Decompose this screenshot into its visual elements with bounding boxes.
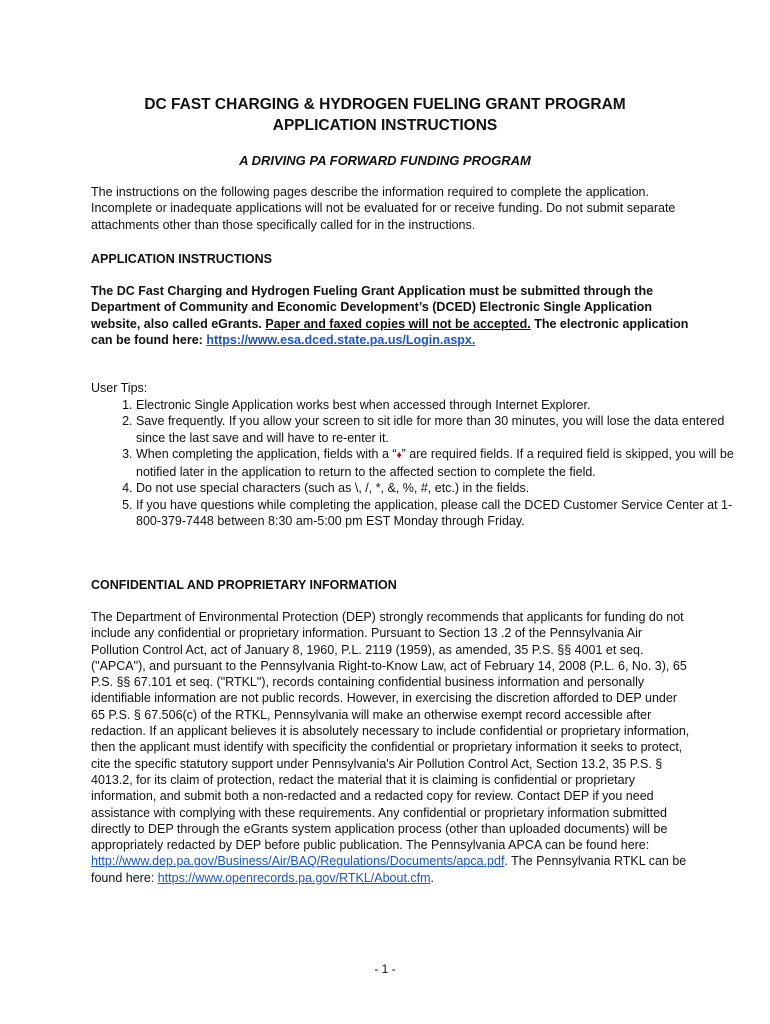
user-tips-list [91, 397, 736, 529]
submission-paragraph [91, 283, 691, 348]
rtkl-intro-text: . The Pennsylvania RTKL can be found here: [91, 854, 687, 885]
application-instructions-heading: APPLICATION INSTRUCTIONS [91, 252, 273, 266]
tip-3-text-end: ” are required fields. If a required field is skipped, you will be notified later in the application to return to the affected section to complete the field. [136, 446, 734, 480]
intro-paragraph: The instructions on the following pages describe the information required to complete the application. Incomplete or inadequate applications will not be evaluated for or receive funding. Do not submit separate attachments other than those specifically called for in the instructions. [91, 185, 676, 232]
list-item: 2. Save frequently. If you allow your screen to sit idle for more than 30 minutes, you will lose the data entered since the last save and will have to re-enter it. [136, 413, 736, 446]
list-item: 5. If you have questions while completing the application, please call the DCED Customer Service Center at 1-800-379-7448 between 8:30 am-5:00 pm EST Monday through Friday. [136, 497, 736, 530]
confidential-paragraph [91, 609, 691, 886]
no-paper-notice: Paper and faxed copies will not be accepted. [265, 316, 531, 331]
document-title-line-1: DC FAST CHARGING & HYDROGEN FUELING GRANT PROGRAM [144, 96, 626, 113]
user-tips-label: User Tips: [91, 381, 148, 395]
list-item [136, 446, 736, 481]
required-marker-icon: ♦ [396, 449, 402, 461]
rtkl-link[interactable]: https://www.openrecords.pa.gov/RTKL/About.cfm [157, 870, 431, 885]
confidential-heading: CONFIDENTIAL AND PROPRIETARY INFORMATION [91, 578, 397, 592]
application-location-text: The electronic application can be found here: [91, 316, 689, 347]
page-number: - 1 - [374, 962, 396, 976]
confidential-end: . [430, 870, 435, 885]
submission-text: The DC Fast Charging and Hydrogen Fueling Grant Application must be submitted through the Department of Community and Economic Development’s (DCED) Electronic Single Application website, also called eGrants. [91, 284, 654, 331]
document-title-line-2: APPLICATION INSTRUCTIONS [272, 117, 498, 134]
apca-link[interactable]: http://www.dep.pa.gov/Business/Air/BAQ/Regulations/Documents/apca.pdf [91, 854, 505, 869]
document-subtitle: A DRIVING PA FORWARD FUNDING PROGRAM [239, 153, 531, 168]
tip-3-text-start: When completing the application, fields with a “ [136, 446, 397, 461]
list-item: 4. Do not use special characters (such as \, /, *, &, %, #, etc.) in the fields. [136, 480, 736, 496]
list-item: 1. Electronic Single Application works best when accessed through Internet Explorer. [136, 397, 736, 413]
confidential-body: The Department of Environmental Protection (DEP) strongly recommends that applicants for funding do not include any confidential or proprietary information. Pursuant to Section 13 .2 of the Pennsylvania Air Pollution Control Act, act of January 8, 1960, P.L. 2119 (1959), as amended, 35 P.S. §§ 4001 et seq. ("APCA"), and pursuant to the Pennsylvania Right-to-Know Law, act of February 14, 2008 (P.L. 6, No. 3), 65 P.S. §§ 67.101 et seq. ("RTKL"), records containing confidential business information and personally identifiable information are not public records. However, in exercising the discretion afforded to DEP under 65 P.S. § 67.506(c) of the RTKL, Pennsylvania will make an otherwise exempt record accessible after redaction. If an applicant believes it is absolutely necessary to include confidential or proprietary information, then the applicant must identify with specificity the confidential or proprietary information it seeks to protect, cite the specific statutory support under Pennsylvania's Air Pollution Control Act, Section 13.2, 35 P.S. § 4013.2, for its claim of protection, redact the material that it is claiming is confidential or proprietary information, and submit both a non-redacted and a redacted copy for review. Contact DEP if you need assistance with complying with these requirements. Any confidential or proprietary information submitted directly to DEP through the eGrants system application process (other than uploaded documents) will be appropriately redacted by DEP before public publication. The Pennsylvania APCA can be found here: [91, 610, 690, 853]
esa-login-link[interactable]: https://www.esa.dced.state.pa.us/Login.aspx. [206, 332, 476, 347]
